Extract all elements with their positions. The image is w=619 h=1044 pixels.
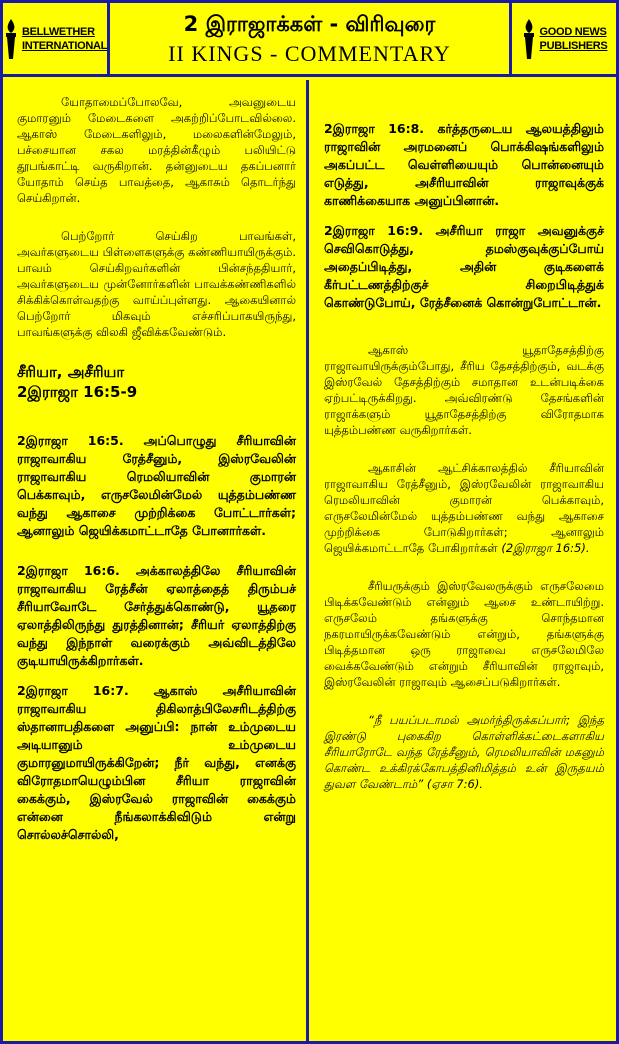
paragraph-ahaz-high-places: யோதாமைப்போலவே, அவனுடைய குமாரனும் மேடைகளை அகற்றிப்போடவில்லை. ஆகாஸ் மேடைகளிலும், மலைகளின்மேலும், பச்சையான சகல மரத்தின்கீழும் பலியிட்டு தூபங்காட்டி வருகிறான். தன்னுடைய தகப்பனார் யோதாம் செய்த பாவத்தை, ஆகாசும் தொடர்ந்து செய்கிறான். xyxy=(17,95,296,205)
paragraph-alliance: ஆகாஸ் யூதாதேசத்திற்கு ராஜாவாயிருக்கும்போது, சீரிய தேசத்திற்கும், வடக்கு இஸ்ரவேல் தேசத்திற்கும் சமாதான உடன்படிக்கை ஏற்பட்டிருக்கிறது. அவ்விரண்டு தேசங்களின் ராஜாக்களும் யூதாதேசத்திற்கு விரோதமாக யுத்தம்பண்ண வருகிறார்கள். xyxy=(324,343,604,437)
right-column xyxy=(312,80,616,1041)
good-news-logo xyxy=(509,3,616,74)
logo-right-line2: PUBLISHERS xyxy=(539,39,608,52)
logo-left-line1: BELLWETHER xyxy=(21,25,95,38)
verse-16-7: 2இராஜா 16:7. ஆகாஸ் அசீரியாவின் ராஜாவாகிய திகிலாத்பிலேசரிடத்திற்கு ஸ்தானாபதிகளை அனுப்பி: நான் உம்முடைய அடியானும் உம்முடைய குமாரனுமாயிருக்கிறேன்; நீர் வந்து, எனக்கு விரோதமாயெழும்பின சீரியா ராஜாவின் கைக்கும், இஸ்ரவேல் ராஜாவின் கைக்கும் என்னை நீங்கலாக்கிவிடும் என்று சொல்லச்சொல்லி, xyxy=(17,683,296,842)
logo-left-line2: INTERNATIONAL xyxy=(21,39,108,52)
header xyxy=(3,3,616,77)
paragraph-siege xyxy=(324,460,604,556)
verse-16-8: 2இராஜா 16:8. கர்த்தருடைய ஆலயத்திலும் ராஜாவின் அரமனைப் பொக்கிஷங்களிலும் அகப்பட்ட வெள்ளியையும் பொன்னையும் எடுத்து, அசீரியாவின் ராஜாவுக்குக் காணிக்கையாக அனுப்பினான். xyxy=(324,121,604,208)
torch-icon xyxy=(521,17,537,61)
paragraph-siege-text: ஆகாசின் ஆட்சிக்காலத்தில் சீரியாவின் ராஜாவாகிய ரேத்சீனும், இஸ்ரவேலின் ராஜாவாகிய ரெமலியாவின் குமாரன் பெக்காவும், எருசலேமின்மேல் யுத்தம்பண்ண வந்து ஆகாசை முற்றிக்கை போடுகிறார்கள்; xyxy=(324,461,604,539)
section-heading xyxy=(17,362,296,402)
page-title-english: II KINGS - COMMENTARY xyxy=(168,41,451,66)
logo-right-line1: GOOD NEWS xyxy=(539,25,607,38)
paragraph-siege-tail: ஆனாலும் ஜெயிக்கமாட்டாதே போகிறார்கள் xyxy=(324,525,604,555)
verse-16-9: 2இராஜா 16:9. அசீரியா ராஜா அவனுக்குச் செவிகொடுத்து, தமஸ்குவுக்குப்போய் அதைப்பிடித்து, அதின் குடிகளைக் கீர்பட்டணத்திற்குச் சிறைபிடித்துக் கொண்டுபோய், ரேத்சீனைக் கொன்றுபோட்டான். xyxy=(324,223,604,310)
isaiah-quote xyxy=(324,712,604,792)
section-heading-reference: 2இராஜா 16:5-9 xyxy=(17,383,138,401)
bellwether-logo xyxy=(3,3,110,74)
torch-icon xyxy=(3,17,19,61)
paragraph-siege-reference: (2இராஜா 16:5). xyxy=(497,541,590,555)
verse-16-6: 2இராஜா 16:6. அக்காலத்திலே சீரியாவின் ராஜாவாகிய ரேத்சீன் ஏலாத்தைத் திரும்பச் சீரியாவோடே சேர்த்துக்கொண்டு, யூதரை ஏலாத்திலிருந்து துரத்தினான்; சீரியர் ஏலாத்திற்கு வந்து இந்நாள் வரைக்கும் அவ்விடத்திலே குடியாயிருக்கிறார்கள். xyxy=(17,563,296,668)
section-heading-title: சீரியா, அசீரியா xyxy=(17,363,125,381)
isaiah-quote-reference: (ஏசா 7:6). xyxy=(423,777,483,791)
paragraph-desire: சீரியருக்கும் இஸ்ரவேலருக்கும் எருசலேமை பிடிக்கவேண்டும் என்னும் ஆசை உண்டாயிற்று. எருசலேம் தங்களுக்கு சொந்தமான நகரமாயிருக்கவேண்டும் என்றும், தங்களுக்கு பிடித்தமான ஒரு ராஜாவை எருசலேமிலே வைக்கவேண்டும் என்றும் சீரியாவின் ராஜாவும், இஸ்ரவேலின் ராஜாவும் ஆசைப்படுகிறார்கள். xyxy=(324,579,604,689)
verse-16-5: 2இராஜா 16:5. அப்பொழுது சீரியாவின் ராஜாவாகிய ரேத்சீனும், இஸ்ரவேலின் ராஜாவாகிய ரெமலியாவின் குமாரன் பெக்காவும், எருசலேமின்மேல் யுத்தம்பண்ண வந்து ஆகாசை முற்றிக்கை போட்டார்கள்; ஆனாலும் ஜெயிக்கமாட்டாதே போனார்கள். xyxy=(17,433,296,538)
isaiah-quote-text: “நீ பயப்படாமல் அமர்ந்திருக்கப்பார்; இந்த இரண்டு புகைகிற கொள்ளிக்கட்டைகளாகிய சீரியாரோடே வந்த ரேத்சீனும், ரெமலியாவின் மகனும் கொண்ட உக்கிரக்கோபத்தினிமித்தம் உன் இருதயம் துவள வேண்டாம்” xyxy=(324,713,604,791)
title-block xyxy=(110,3,509,74)
paragraph-parents-sins: பெற்றோர் செய்கிற பாவங்கள், அவர்களுடைய பிள்ளைகளுக்கு கண்ணியாயிருக்கும். பாவம் செய்கிறவர்களின் பின்சந்ததியார், அவர்களுடைய முன்னோர்களின் பாவக்கண்ணிகளில் சிக்கிக்கொள்வதற்கு வாய்ப்புள்ளது. ஆகையினால் பெற்றோர் மிகவும் எச்சரிப்பாகயிருந்து, பாவங்களுக்கு விலகி ஜீவிக்கவேண்டும். xyxy=(17,229,296,339)
page-title-tamil: 2 இராஜாக்கள் - விரிவுரை xyxy=(183,12,436,36)
left-column xyxy=(3,80,309,1041)
